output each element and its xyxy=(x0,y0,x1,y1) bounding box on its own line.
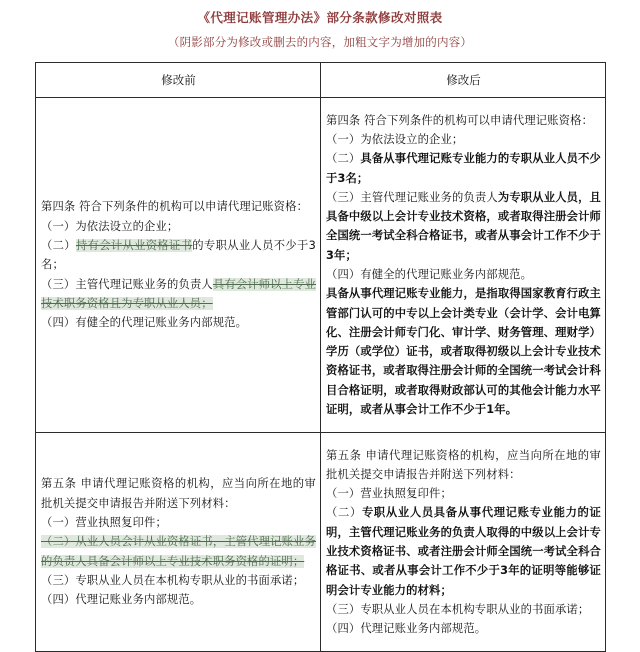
column-header-after: 修改后 xyxy=(321,63,606,98)
table-body xyxy=(36,98,606,652)
clause-line xyxy=(326,600,601,619)
plain-text: （一）营业执照复印件； xyxy=(41,516,167,530)
cell-after-article-5 xyxy=(321,433,606,652)
column-header-before: 修改前 xyxy=(36,63,321,98)
table-row xyxy=(36,98,606,433)
plain-text: （三）专职从业人员在本机构专职从业的书面承诺； xyxy=(326,602,590,616)
plain-text: （四）有健全的代理记账业务内部规范。 xyxy=(41,316,248,330)
clause-line xyxy=(41,532,316,571)
cell-before-article-4 xyxy=(36,98,321,433)
cell-before-article-5 xyxy=(36,433,321,652)
added-text: 专职从业人员具备从事代理记账专业能力的证明，主管代理记账业务的负责人取得的中级以上会计专业技术资格证书、或者注册会计师全国统一考试全科合格证书、或者从事会计工作不少于3年的证明等能够证明会计专业能力的材料； xyxy=(326,506,601,597)
deleted-text: 持有会计从业资格证书 xyxy=(75,239,193,253)
page-title: 《代理记账管理办法》部分条款修改对照表 xyxy=(197,10,443,25)
added-text: 具备从事代理记账专业能力，是指取得国家教育行政主管部门认可的中专以上会计类专业（会计学、会计电算化、注册会计师专门化、审计学、财务管理、理财学）学历（或学位）证书，或者取得初级以上会计专业技术资格证书，或者取得注册会计师的全国统一考试会计科目合格证明，或者取得财政部认可的其他会计能力水平证明，或者从事会计工作不少于1年。 xyxy=(326,287,601,417)
plain-text: （二） xyxy=(326,152,361,166)
plain-text: （三）主管代理记账业务的负责人 xyxy=(326,190,498,204)
clause-line xyxy=(326,503,601,599)
plain-text: （二） xyxy=(326,506,362,520)
clause-line xyxy=(41,590,316,609)
clause-line xyxy=(41,513,316,532)
plain-text: 第四条 符合下列条件的机构可以申请代理记账资格： xyxy=(326,113,594,127)
table-header-row xyxy=(36,63,606,98)
clause-line xyxy=(326,446,601,485)
added-text: 具备从事代理记账专业能力的专职从业人员不少于3名； xyxy=(326,152,602,185)
plain-text: （一）为依法设立的企业； xyxy=(41,219,179,233)
clause-line xyxy=(41,197,316,216)
plain-text: 第四条 符合下列条件的机构可以申请代理记账资格： xyxy=(41,200,309,214)
clause-line xyxy=(326,484,601,503)
comparison-table xyxy=(35,62,606,652)
clause-line xyxy=(41,474,316,513)
added-text: 为专职从业人员，且具备中级以上会计专业技术资格，或者取得注册会计师全国统一考试全科合格证书，或者从事会计工作不少于3年； xyxy=(326,190,601,262)
clause-line xyxy=(326,284,601,419)
clause-line xyxy=(41,236,316,275)
plain-text: （四）有健全的代理记账业务内部规范。 xyxy=(326,268,533,281)
clause-line xyxy=(326,265,601,284)
plain-text: 第五条 申请代理记账资格的机构，应当向所在地的审批机关提交申请报告并附送下列材料： xyxy=(41,477,316,510)
clause-line xyxy=(326,111,601,130)
comparison-table-wrapper xyxy=(35,62,605,652)
plain-text: （一）营业执照复印件； xyxy=(326,487,452,501)
clause-line xyxy=(326,149,601,188)
plain-text: （三）主管代理记账业务的负责人 xyxy=(41,277,213,291)
deleted-text: 具有会计师以上专业技术职务资格且为专职从业人员； xyxy=(41,277,316,310)
table-row xyxy=(36,433,606,652)
clause-line xyxy=(41,313,316,332)
plain-text: （三）专职从业人员在本机构专职从业的书面承诺； xyxy=(41,573,305,587)
cell-after-article-4 xyxy=(321,98,606,433)
clause-line xyxy=(41,571,316,590)
plain-text: （四）代理记账业务内部规范。 xyxy=(326,622,487,636)
plain-text: （一）为依法设立的企业； xyxy=(326,132,464,146)
plain-text: 的专职从业人员不少于3名； xyxy=(41,239,316,272)
deleted-text: （二）从业人员会计从业资格证书，主管代理记账业务的负责人具备会计师以上专业技术职务资格的证明； xyxy=(41,535,316,568)
plain-text: （二） xyxy=(41,239,76,253)
plain-text: 第五条 申请代理记账资格的机构，应当向所在地的审批机关提交申请报告并附送下列材料： xyxy=(326,448,601,481)
page-subtitle: （阴影部分为修改或删去的内容，加粗文字为增加的内容） xyxy=(167,35,473,49)
plain-text: （四）代理记账业务内部规范。 xyxy=(41,593,202,607)
title-block xyxy=(0,0,640,51)
clause-line xyxy=(326,188,601,265)
clause-line xyxy=(41,275,316,314)
clause-line xyxy=(326,619,601,638)
clause-line xyxy=(41,217,316,236)
clause-line xyxy=(326,130,601,149)
